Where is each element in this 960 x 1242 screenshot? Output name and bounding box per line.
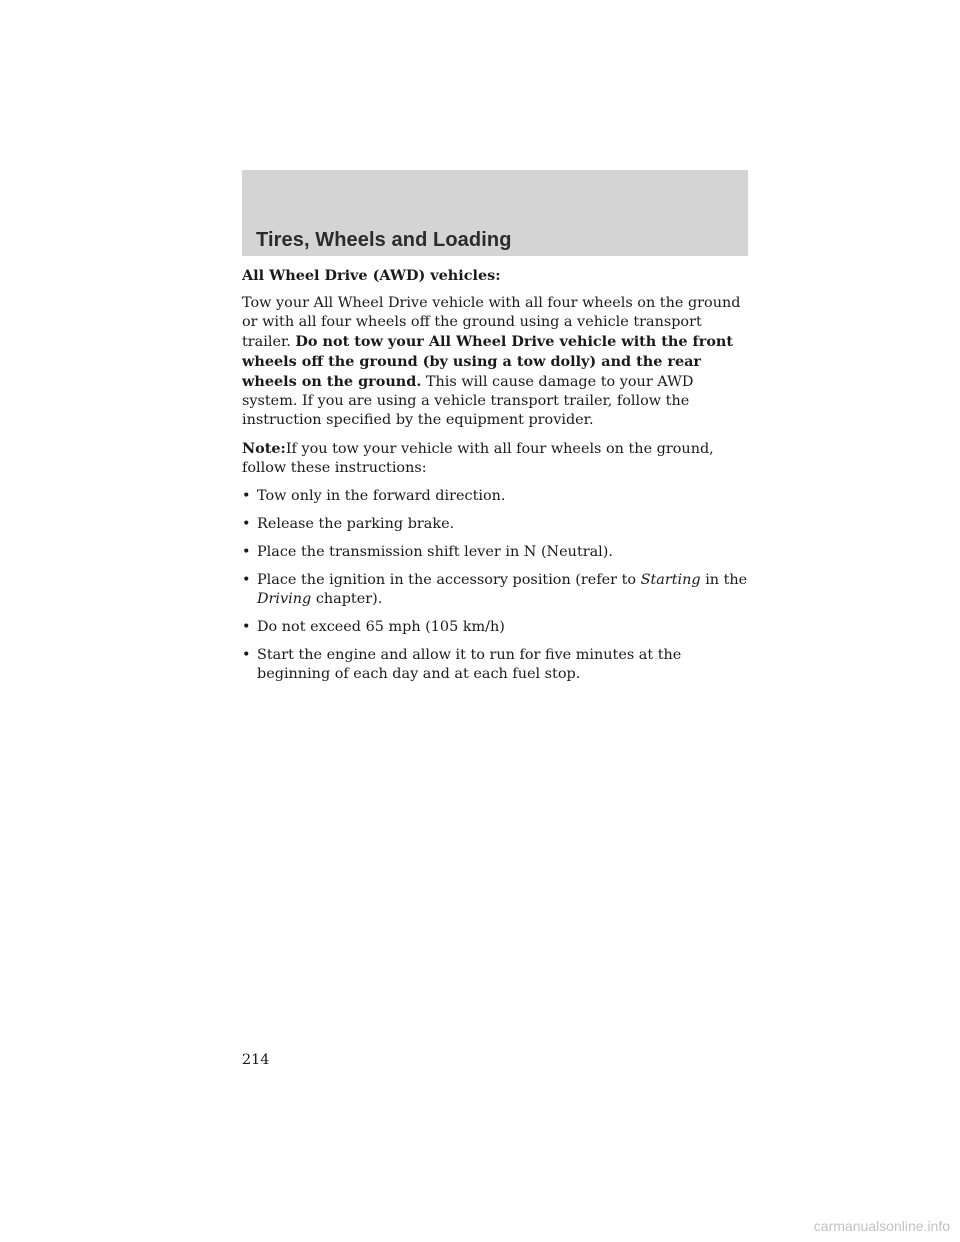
list-item [242,487,748,506]
list-item-text: chapter). [315,591,383,607]
list-item [242,515,748,534]
note-paragraph [242,439,748,478]
towing-intro: Tow your All Wheel Drive vehicle with all four wheels on the ground or with all four wheels off the ground using a vehicle transport trailer. [242,295,741,350]
section-header-band [242,170,748,256]
page-content [242,266,748,693]
towing-paragraph [242,294,748,430]
list-item-text: in the [705,572,748,588]
list-item [242,646,748,684]
note-label: Note: [242,440,286,457]
watermark[interactable]: carmanualsonline.info [813,1218,950,1234]
instruction-list [242,487,748,684]
list-item-text: Start the engine and allow it to run for five minutes at the beginning of each day and at each fuel stop. [257,647,682,682]
list-item-text: Release the parking brake. [257,516,455,532]
bullet-icon: • [242,544,251,560]
list-item [242,618,748,637]
list-item-text: Place the transmission shift lever in N (Neutral). [257,544,613,560]
bullet-icon: • [242,572,251,588]
subheading: All Wheel Drive (AWD) vehicles: [242,267,501,284]
towing-rest: This will cause damage to your AWD system. If you are using a vehicle transport trailer, follow the instruction specified by the equipment provider. [242,374,694,428]
section-title: Tires, Wheels and Loading [256,229,512,251]
chapter-reference-starting: Starting [640,572,701,588]
bullet-icon: • [242,516,251,532]
list-item [242,571,748,609]
towing-warning: Do not tow your All Wheel Drive vehicle with the front wheels off the ground (by using a tow dolly) and the rear wheels on the ground. [242,333,734,390]
note-text: If you tow your vehicle with all four wheels on the ground, follow these instructions: [242,441,714,476]
list-item-text: Tow only in the forward direction. [257,488,506,504]
chapter-reference-driving: Driving [257,591,312,607]
page-number: 214 [242,1052,270,1068]
list-item-text: Place the ignition in the accessory position (refer to [257,572,637,588]
bullet-icon: • [242,647,251,663]
bullet-icon: • [242,488,251,504]
bullet-icon: • [242,619,251,635]
list-item-text: Do not exceed 65 mph (105 km/h) [257,619,505,635]
list-item [242,543,748,562]
